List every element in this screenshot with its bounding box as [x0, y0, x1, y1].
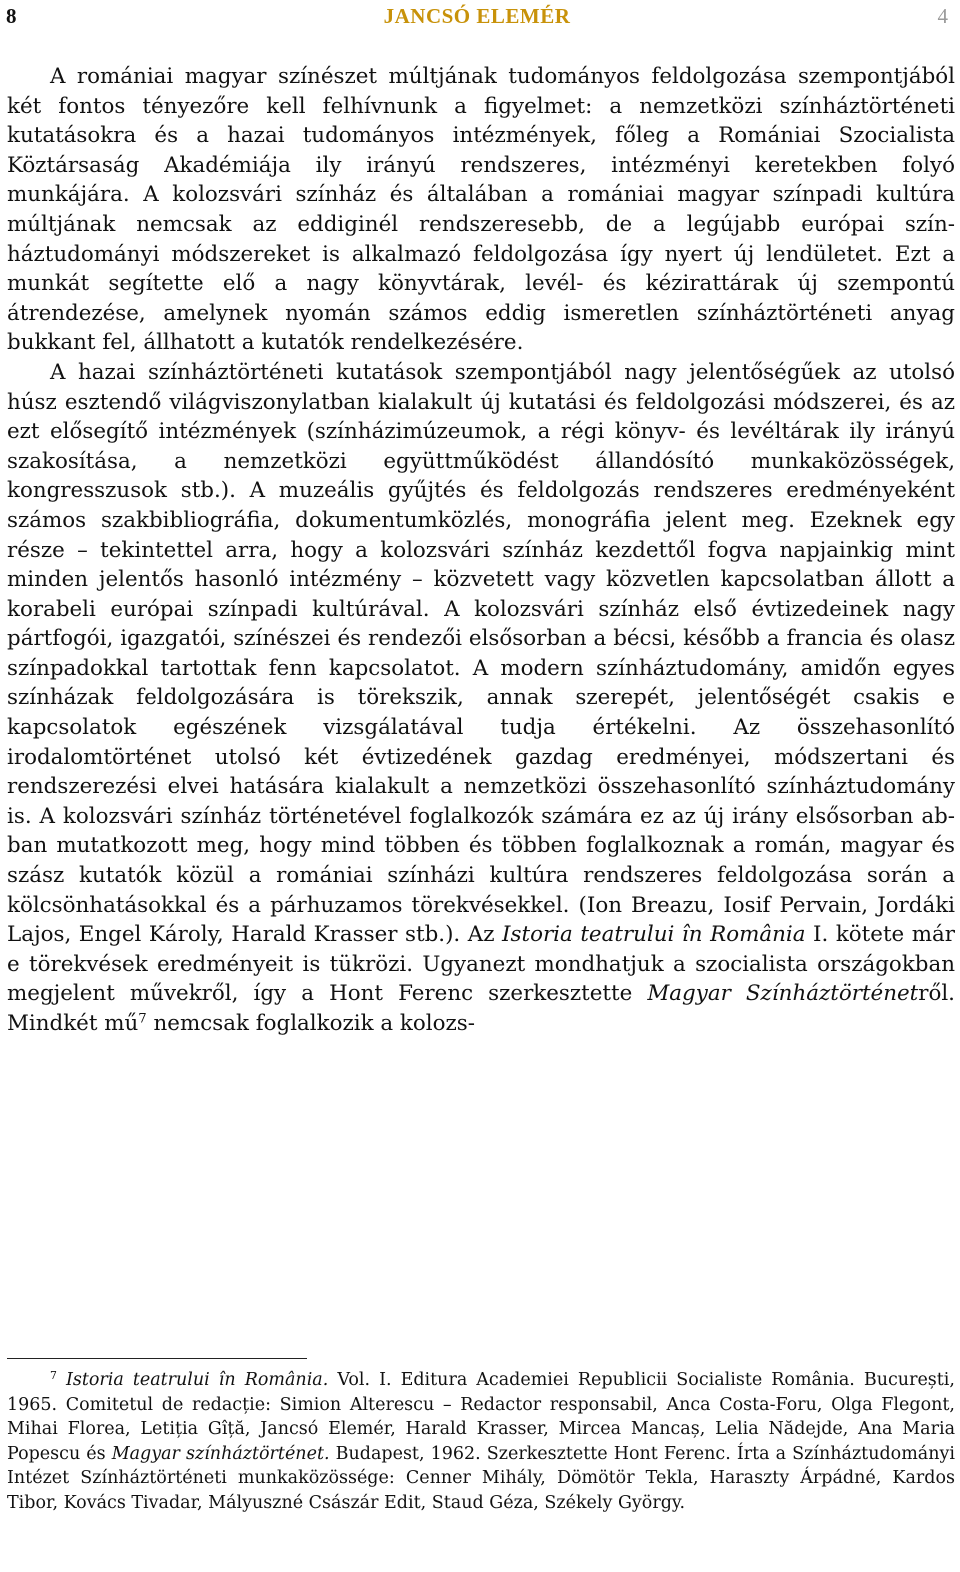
footnote-number: 7 [50, 1369, 57, 1383]
main-text [7, 62, 955, 1039]
footnote-reference[interactable]: 7 [138, 1011, 147, 1027]
page-header [6, 4, 948, 30]
footnote-7 [7, 1368, 955, 1516]
paragraph-1 [7, 62, 955, 358]
running-title: JANCSÓ ELEMÉR [383, 4, 571, 28]
paragraph-2-text-b: I. kötete már e törekvések eredményeit is tükrözi. Ugyanezt mondhatjuk a szocialista országokban megjelent művekről, így a Hont Ferenc szerkesztette [7, 922, 956, 1007]
page-number: 8 [6, 4, 17, 28]
paragraph-2 [7, 358, 955, 1039]
footnote-text-a: Vol. I. Editura Academiei Republicii Socialiste România. București, 1965. Comitetul de redacție: Simion Alterescu – Redactor responsabil, Anca Costa-Foru, Olga Flegont, Mihai Florea, Letiția Gîță, Jancsó Elemér, Harald Krasser, Mircea Mancaș, Lelia Nădejde, Ana Maria Popescu és [7, 1370, 955, 1464]
footnote-title-magyar: Magyar színháztörténet. [111, 1443, 330, 1464]
paragraph-2-text-d: nemcsak foglalkozik a kolozs- [146, 1011, 475, 1036]
book-title-istoria: Istoria teatrului în România [502, 922, 806, 948]
paragraph-2-text-a: A hazai színháztörténeti kutatások szempontjából nagy jelentőségűek az utolsó húsz esztendő világviszonylatban kialakult új kutatási és feldolgozási módszerei, és az ezt elősegítő intézmények (színházimúzeumok, a régi könyv- és levéltárak ily irányú szakosítása, a nemzetközi együttműködést állandósító munkaközösségek, kongresszusok stb.). A muzeális gyűjtés és feldolgozás rendszeres eredményeként számos szakbibliográfia, dokumentumközlés, monográfia jelent meg. Ezeknek egy része – tekintettel arra, hogy a kolozsvári színház kezdettől fogva napjainkig mint minden jelentős hasonló intézmény – közvetett vagy közvetlen kapcsolatban állott a korabeli európai színpadi kultúrával. A kolozsvári színház első évtizedeinek nagy pártfogói, igazgatói, színészei és rendezői elsősorban a bécsi, később a francia és olasz színpadokkal tartottak fenn kapcsolatot. A modern színháztudomány, amidőn egyes színházak feldolgozására is törekszik, annak szerepét, jelentőségét csakis e kapcsolatok egészének vizsgálatával tudja értékelni. Az összehasonlító irodalomtörténet utolsó két évtizedének gazdag eredményei, módszertani és rendszerezési elvei hatására kialakult a nemzetközi összehasonlító színháztudomány is. A kolozsvári színház történetével foglalkozók számára ez az új irány elsősorban abban mutatkozott meg, hogy mind többen és többen foglalkoznak a román, magyar és szász kutatók közül a romániai színházi kultúra rendszeres feldolgozása során a kölcsönhatásokkal és a párhuzamos törekvésekkel. (Ion Breazu, Iosif Pervain, Jordáki Lajos, Engel Károly, Harald Krasser stb.). Az [7, 359, 955, 948]
footnote [7, 1368, 955, 1516]
paragraph-1-text: A romániai magyar színészet múltjának tudományos feldolgozása szempontjából két fontos tényezőre kell felhívnunk a figyelmet: a nemzetközi színháztörténeti kutatásokra és a hazai tudományos intézmények, főleg a Romániai Szocialista Köztársaság Akadémiája ily irányú rendszeres, intézményi keretekben folyó munkájára. A kolozsvári színház és általában a romániai magyar színpadi kultúra múltjának nemcsak az eddiginél rendszeresebb, de a legújabb európai színháztudományi módszereket is alkalmazó feldolgozása így nyert új lendületet. Ezt a munkát segítette elő a nagy könyvtárak, levél- és kézirattárak új szempontú átrendezése, amelynek nyomán számos eddig ismeretlen színháztörténeti anyag bukkant fel, állhatott a kutatók rendelkezésére. [7, 64, 955, 356]
footnote-text-b: Budapest, 1962. Szerkesztette Hont Ferenc. Írta a Színháztudományi Intézet Színháztörténeti munkaközössége: Cenner Mihály, Dömötör Tekla, Haraszty Árpádné, Kardos Tibor, Kovács Tivadar, Mályuszné Császár Edit, Staud Géza, Székely György. [7, 1443, 955, 1513]
footnote-separator [7, 1358, 307, 1359]
footnote-title-istoria: Istoria teatrului în România. [65, 1370, 329, 1390]
book-title-magyar-szinhaztortenet: Magyar Színháztörténet [647, 981, 919, 1007]
section-number: 4 [937, 4, 948, 28]
paragraph-2-text-c: ről. Mindkét mű [7, 981, 955, 1036]
